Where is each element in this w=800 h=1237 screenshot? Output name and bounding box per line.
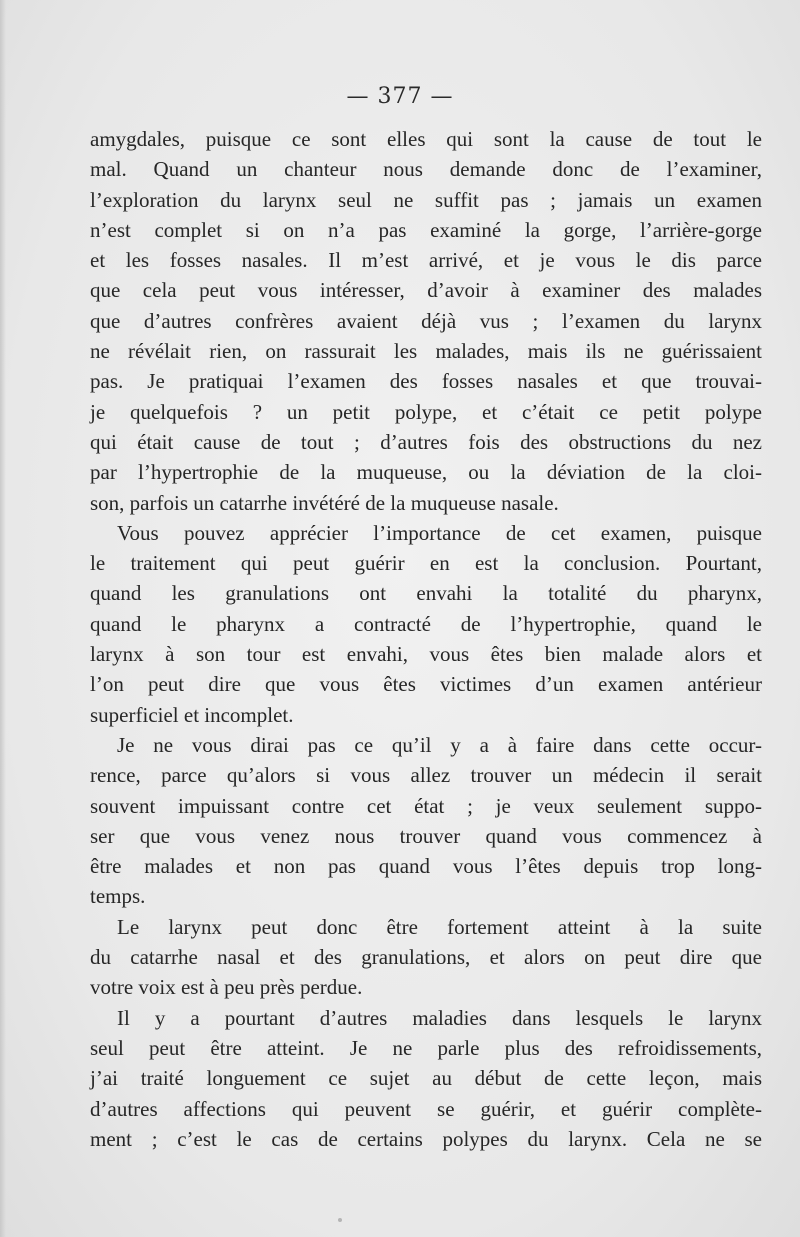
text-line: ment ; c’est le cas de certains polypes du larynx. Cela ne se (90, 1126, 762, 1151)
text-line: que d’autres confrères avaient déjà vus ; l’examen du larynx (90, 308, 762, 333)
text-line: son, parfois un catarrhe invétéré de la muqueuse nasale. (90, 490, 559, 515)
text-line: le traitement qui peut guérir en est la conclusion. Pourtant, (90, 551, 762, 576)
text-line: par l’hypertrophie de la muqueuse, ou la déviation de la cloi- (90, 460, 762, 485)
text-line: Le larynx peut donc être fortement atteint à la suite (117, 914, 762, 939)
text-line: du catarrhe nasal et des granulations, et alors on peut dire que (90, 945, 762, 970)
text-line: et les fosses nasales. Il m’est arrivé, et je vous le dis parce (90, 248, 762, 273)
text-line: que cela peut vous intéresser, d’avoir à examiner des malades (90, 278, 762, 303)
text-line: pas. Je pratiquai l’examen des fosses nasales et que trouvai- (90, 369, 762, 394)
ink-speck (338, 1218, 342, 1222)
text-line: seul peut être atteint. Je ne parle plus des refroidissements, (90, 1035, 762, 1060)
body-text (90, 124, 762, 1154)
text-line: souvent impuissant contre cet état ; je veux seulement suppo- (90, 793, 762, 818)
text-line: amygdales, puisque ce sont elles qui sont la cause de tout le (90, 127, 762, 151)
text-line: n’est complet si on n’a pas examiné la gorge, l’arrière-gorge (90, 217, 762, 242)
page-edge-shadow (0, 0, 6, 1237)
text-line: temps. (90, 884, 146, 909)
text-line: votre voix est à peu près perdue. (90, 975, 363, 1000)
text-line: quand les granulations ont envahi la totalité du pharynx, (90, 581, 762, 606)
text-line: Il y a pourtant d’autres maladies dans lesquels le larynx (117, 1005, 762, 1030)
text-line: d’autres affections qui peuvent se guérir, et guérir complète- (90, 1096, 762, 1121)
text-line: je quelquefois ? un petit polype, et c’était ce petit polype (90, 399, 762, 424)
text-line: j’ai traité longuement ce sujet au début de cette leçon, mais (90, 1066, 762, 1091)
text-line: larynx à son tour est envahi, vous êtes bien malade alors et (90, 642, 762, 667)
text-line: l’on peut dire que vous êtes victimes d’un examen antérieur (90, 672, 762, 697)
text-line: l’exploration du larynx seul ne suffit pas ; jamais un examen (90, 187, 762, 212)
text-line: Vous pouvez apprécier l’importance de cet examen, puisque (117, 520, 762, 545)
text-line: mal. Quand un chanteur nous demande donc de l’examiner, (90, 157, 762, 182)
text-line: superficiel et incomplet. (90, 702, 294, 727)
text-line: quand le pharynx a contracté de l’hypertrophie, quand le (90, 611, 762, 636)
text-line: Je ne vous dirai pas ce qu’il y a à faire dans cette occur- (117, 732, 762, 757)
text-line: être malades et non pas quand vous l’êtes depuis trop long- (90, 854, 762, 879)
text-line: rence, parce qu’alors si vous allez trouver un médecin il serait (90, 763, 762, 788)
page-number: — 377 — (346, 84, 454, 109)
text-line: ser que vous venez nous trouver quand vous commencez à (90, 823, 762, 848)
text-line: qui était cause de tout ; d’autres fois des obstructions du nez (90, 429, 762, 454)
text-line: ne révélait rien, on rassurait les malades, mais ils ne guérissaient (90, 339, 762, 364)
